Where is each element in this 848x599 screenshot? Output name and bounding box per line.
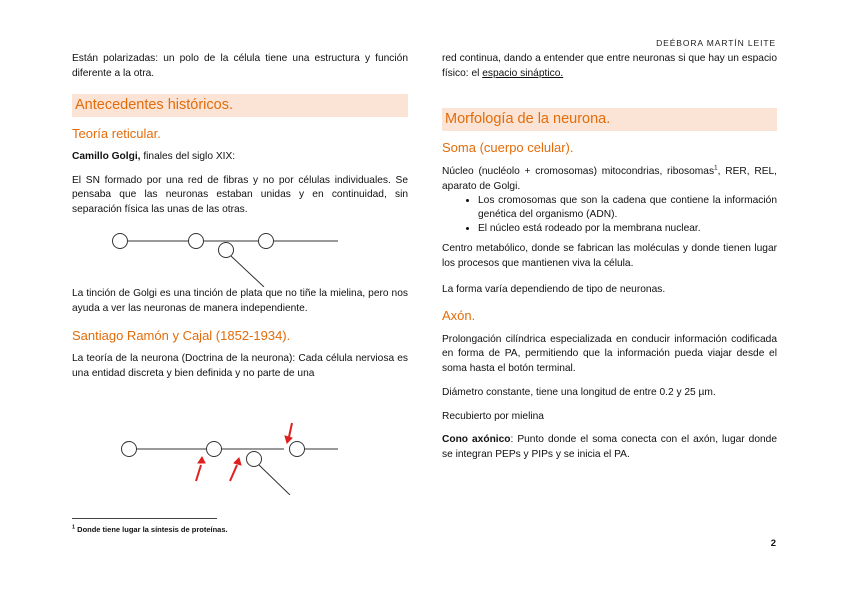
neuron-4-axon xyxy=(259,465,290,495)
axon-cone-text: : Punto donde el soma conecta con el axón, lugar donde se integran PEPs y PIPs y se inicia el PA. xyxy=(442,434,777,460)
soma-text-2: , RER, REL, aparato de Golgi. xyxy=(442,166,777,192)
footnote-ref: 1 xyxy=(714,164,718,172)
footnote-text: Donde tiene lugar la síntesis de proteínas. xyxy=(75,525,228,534)
soma-text-1: Núcleo (nucléolo + cromosomas) mitocondrias, ribosomas xyxy=(442,166,715,177)
subsection-axon: Axón. xyxy=(442,307,476,323)
synaptic-space-text: espacio sináptico. xyxy=(482,67,564,79)
right-column xyxy=(442,52,777,462)
footnote-divider xyxy=(72,518,217,519)
soma-paragraph xyxy=(442,165,777,194)
continuation-text: red continua, dando a entender que entre neuronas si que hay un espacio físico: el xyxy=(442,53,777,79)
golgi-date: finales del siglo XIX: xyxy=(140,151,236,162)
soma-bullet-list xyxy=(442,194,777,236)
reticular-diagram xyxy=(72,217,408,287)
intro-paragraph: Están polarizadas: un polo de la célula tiene una estructura y función diferente a la otra. xyxy=(72,53,408,79)
neuron-doctrine-paragraph: La teoría de la neurona (Doctrina de la neurona): Cada célula nerviosa es una entidad discreta y bien definida y no parte de una xyxy=(72,353,408,379)
shape-varies-paragraph: La forma varía dependiendo de tipo de neuronas. xyxy=(442,284,666,295)
diameter-paragraph: Diámetro constante, tiene una longitud de entre 0.2 y 25 µm. xyxy=(442,387,716,398)
gap-arrow-3 xyxy=(289,423,292,437)
footnote-mark: 1 xyxy=(72,524,76,531)
neuron-doctrine-diagram xyxy=(72,385,408,495)
subsection-ramon-y-cajal: Santiago Ramón y Cajal (1852-1934). xyxy=(72,328,291,343)
bullet-chromosomes: • Los cromosomas que son la cadena que contiene la información genética del organismo (ADN). xyxy=(478,194,777,222)
author-header: DEÉBORA MARTÍN LEITE xyxy=(656,38,776,48)
neuron-3 xyxy=(290,442,305,457)
neuron-node-3 xyxy=(259,234,274,249)
neuron-1 xyxy=(122,442,137,457)
subsection-reticular-theory: Teoría reticular. xyxy=(72,126,161,141)
axon-paragraph: Prolongación cilíndrica especializada en conducir información codificada en forma de PA, permitiendo que la información pueda viajar desde el soma hasta el botón terminal. xyxy=(442,333,777,374)
neuron-node-2 xyxy=(189,234,204,249)
gap-arrow-2 xyxy=(230,465,237,481)
metabolic-center-paragraph: Centro metabólico, donde se fabrican las moléculas y donde tienen lugar los procesos que mantienen viva la célula. xyxy=(442,243,777,269)
axon-cone-paragraph xyxy=(442,433,777,462)
section-title-history: Antecedentes históricos. xyxy=(72,94,408,117)
section-title-morphology: Morfología de la neurona. xyxy=(442,108,777,131)
bullet-nucleus: • El núcleo está rodeado por la membrana nuclear. xyxy=(478,222,777,236)
reticular-paragraph: El SN formado por una red de fibras y no por células individuales. Se pensaba que las neuronas estaban unidas y en continuidad, sin separación física las unas de las otras. xyxy=(72,174,408,215)
axon-cone-label: Cono axónico xyxy=(442,434,511,445)
gap-arrow-1 xyxy=(196,465,201,481)
footnote xyxy=(72,525,228,534)
neuron-node-1 xyxy=(113,234,128,249)
continuation-paragraph xyxy=(442,52,777,81)
golgi-paragraph xyxy=(72,150,408,165)
golgi-stain-paragraph: La tinción de Golgi es una tinción de plata que no tiñe la mielina, pero nos ayuda a ver las neuronas de manera independiente. xyxy=(72,288,408,314)
neuron-2 xyxy=(207,442,222,457)
myelin-paragraph: Recubierto por mielina xyxy=(442,410,544,422)
golgi-name: Camillo Golgi, xyxy=(72,151,141,162)
network-branch xyxy=(231,256,264,287)
left-column xyxy=(72,52,408,495)
subsection-soma: Soma (cuerpo celular). xyxy=(442,140,574,155)
page-number: 2 xyxy=(770,538,776,549)
neuron-4 xyxy=(247,452,262,467)
neuron-node-4 xyxy=(219,243,234,258)
